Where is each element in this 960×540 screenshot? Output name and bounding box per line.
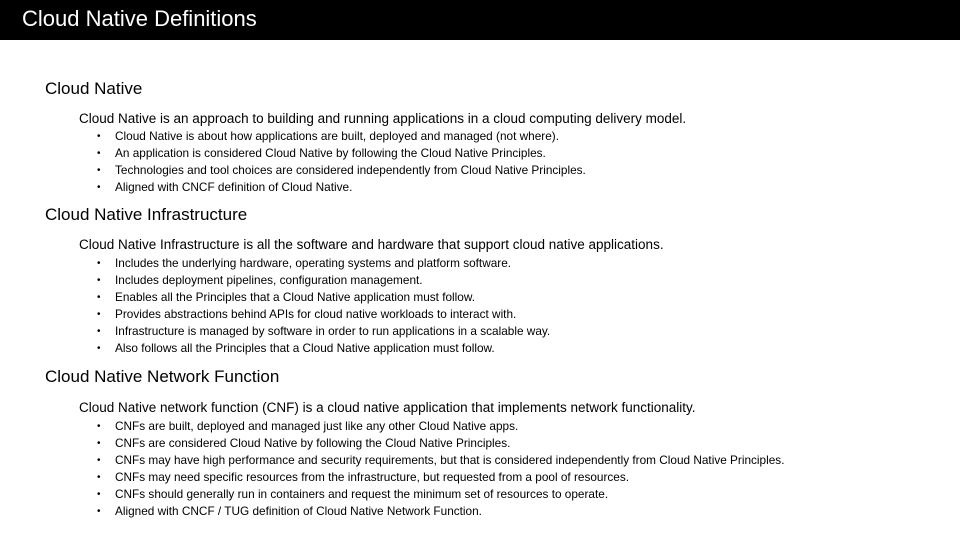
bullet-item bbox=[97, 503, 784, 520]
bullet-icon: • bbox=[97, 182, 101, 193]
bullet-item bbox=[97, 179, 586, 196]
bullet-item bbox=[97, 128, 586, 145]
bullet-icon: • bbox=[97, 292, 101, 303]
bullet-text: Aligned with CNCF / TUG definition of Cloud Native Network Function. bbox=[115, 504, 482, 518]
bullet-item bbox=[97, 323, 550, 340]
bullet-item bbox=[97, 272, 550, 289]
bullet-item bbox=[97, 469, 784, 486]
bullet-icon: • bbox=[97, 165, 101, 176]
bullet-item bbox=[97, 162, 586, 179]
bullet-item bbox=[97, 435, 784, 452]
bullet-text: Aligned with CNCF definition of Cloud Native. bbox=[115, 180, 353, 194]
bullet-text: CNFs may have high performance and security requirements, but that is considered independently from Cloud Native Principles. bbox=[115, 453, 785, 467]
section-lead-cloud-native-infrastructure: Cloud Native Infrastructure is all the software and hardware that support cloud native applications. bbox=[79, 237, 664, 252]
bullet-item bbox=[97, 452, 784, 469]
bullet-item bbox=[97, 145, 586, 162]
bullet-icon: • bbox=[97, 421, 101, 432]
bullet-text: CNFs are built, deployed and managed just like any other Cloud Native apps. bbox=[115, 419, 519, 433]
bullet-text: Provides abstractions behind APIs for cloud native workloads to interact with. bbox=[115, 307, 517, 321]
bullet-item bbox=[97, 486, 784, 503]
section-lead-cloud-native: Cloud Native is an approach to building and running applications in a cloud computing delivery model. bbox=[79, 111, 687, 126]
bullet-text: An application is considered Cloud Native by following the Cloud Native Principles. bbox=[115, 146, 546, 160]
bullet-text: CNFs are considered Cloud Native by following the Cloud Native Principles. bbox=[115, 436, 511, 450]
bullet-item bbox=[97, 255, 550, 272]
section-heading-cloud-native-infrastructure: Cloud Native Infrastructure bbox=[45, 205, 248, 224]
bullet-icon: • bbox=[97, 506, 101, 517]
bullet-item bbox=[97, 340, 550, 357]
bullet-icon: • bbox=[97, 131, 101, 142]
bullet-icon: • bbox=[97, 275, 101, 286]
bullet-item bbox=[97, 306, 550, 323]
bullet-text: Enables all the Principles that a Cloud Native application must follow. bbox=[115, 290, 476, 304]
bullet-text: CNFs should generally run in containers and request the minimum set of resources to operate. bbox=[115, 487, 609, 501]
section-heading-cloud-native-network-function: Cloud Native Network Function bbox=[45, 367, 280, 386]
section-heading-cloud-native: Cloud Native bbox=[45, 79, 143, 98]
bullet-list-cloud-native bbox=[97, 128, 586, 196]
bullet-text: Includes the underlying hardware, operating systems and platform software. bbox=[115, 256, 512, 270]
section-lead-cloud-native-network-function: Cloud Native network function (CNF) is a cloud native application that implements network functionality. bbox=[79, 400, 696, 415]
bullet-item bbox=[97, 418, 784, 435]
bullet-text: Also follows all the Principles that a Cloud Native application must follow. bbox=[115, 341, 495, 355]
slide-title: Cloud Native Definitions bbox=[22, 6, 257, 31]
bullet-icon: • bbox=[97, 489, 101, 500]
bullet-icon: • bbox=[97, 326, 101, 337]
bullet-icon: • bbox=[97, 343, 101, 354]
bullet-text: Infrastructure is managed by software in order to run applications in a scalable way. bbox=[115, 324, 551, 338]
bullet-list-cloud-native-network-function bbox=[97, 418, 784, 520]
title-bar bbox=[0, 0, 960, 40]
bullet-text: Cloud Native is about how applications are built, deployed and managed (not where). bbox=[115, 129, 559, 143]
bullet-icon: • bbox=[97, 309, 101, 320]
bullet-text: Includes deployment pipelines, configuration management. bbox=[115, 273, 423, 287]
bullet-list-cloud-native-infrastructure bbox=[97, 255, 550, 357]
bullet-text: Technologies and tool choices are considered independently from Cloud Native Principles. bbox=[115, 163, 586, 177]
bullet-icon: • bbox=[97, 472, 101, 483]
bullet-icon: • bbox=[97, 148, 101, 159]
bullet-icon: • bbox=[97, 438, 101, 449]
bullet-item bbox=[97, 289, 550, 306]
bullet-icon: • bbox=[97, 258, 101, 269]
bullet-text: CNFs may need specific resources from the infrastructure, but requested from a pool of resources. bbox=[115, 470, 630, 484]
bullet-icon: • bbox=[97, 455, 101, 466]
